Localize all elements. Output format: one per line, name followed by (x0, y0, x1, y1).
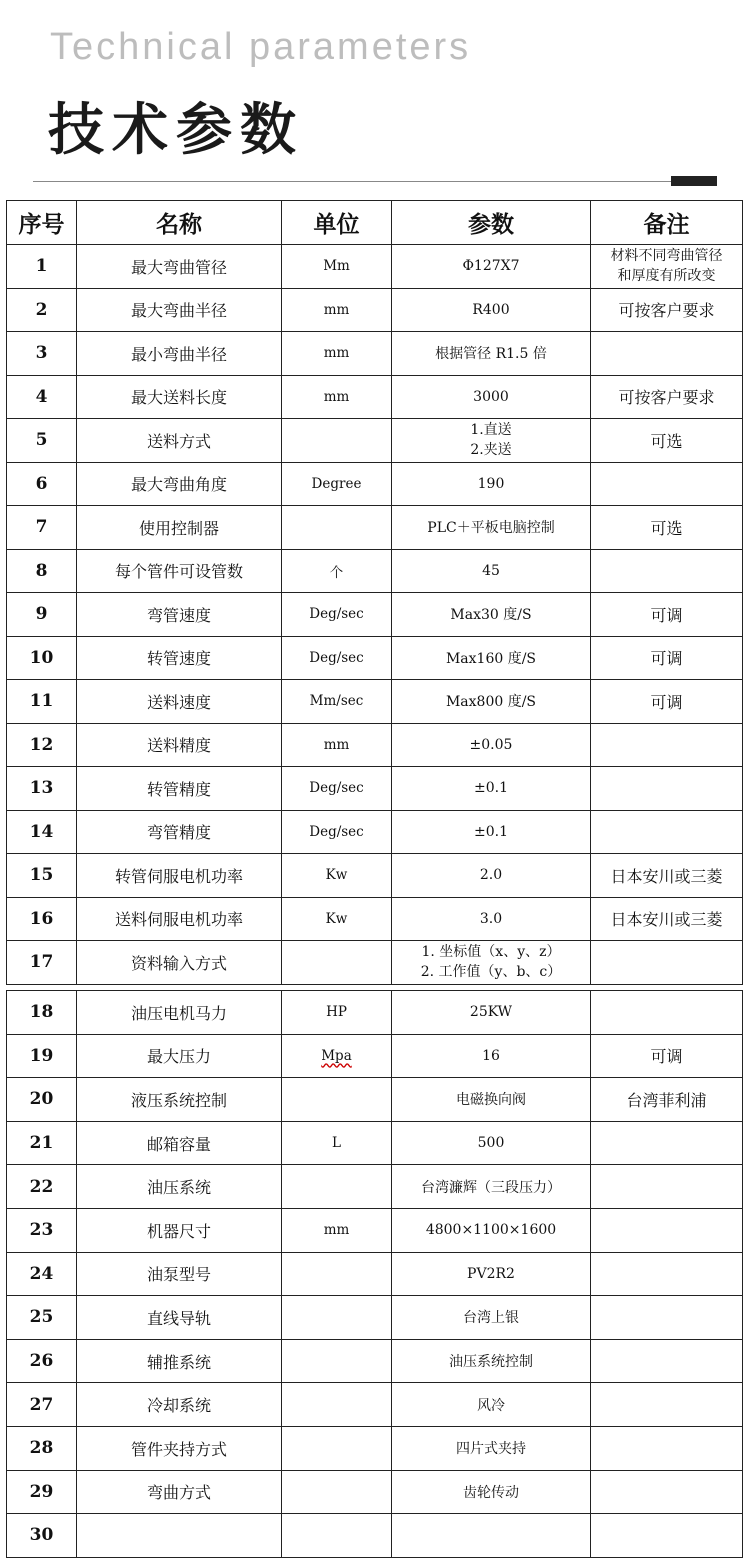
table-row (7, 897, 743, 941)
cell-unit: Mm (282, 245, 392, 289)
cell-param: ±0.1 (392, 767, 591, 811)
table-row (7, 767, 743, 811)
cell-unit: Mpa (282, 1034, 392, 1078)
cell-no: 17 (7, 941, 77, 985)
header-param: 参数 (392, 201, 591, 245)
cell-name: 送料速度 (77, 680, 282, 724)
cell-no: 22 (7, 1165, 77, 1209)
table-row (7, 1165, 743, 1209)
cell-param: R400 (392, 288, 591, 332)
cell-no: 19 (7, 1034, 77, 1078)
cell-no: 26 (7, 1339, 77, 1383)
cell-param: 500 (392, 1121, 591, 1165)
cell-name: 最大弯曲半径 (77, 288, 282, 332)
cell-note: 可调 (591, 1034, 743, 1078)
cell-name: 最大压力 (77, 1034, 282, 1078)
cell-no: 12 (7, 723, 77, 767)
cell-name: 管件夹持方式 (77, 1426, 282, 1470)
header-unit: 单位 (282, 201, 392, 245)
cell-name: 转管伺服电机功率 (77, 854, 282, 898)
cell-param: 台湾濂辉（三段压力） (392, 1165, 591, 1209)
header-note: 备注 (591, 201, 743, 245)
table-row (7, 991, 743, 1035)
cell-note: 可选 (591, 506, 743, 550)
cell-param-line: 1.直送 (470, 422, 512, 439)
cell-note: 可调 (591, 680, 743, 724)
cell-no: 25 (7, 1296, 77, 1340)
cell-note (591, 1383, 743, 1427)
spec-table-bottom (6, 990, 743, 1558)
table-row (7, 1296, 743, 1340)
cell-no: 4 (7, 375, 77, 419)
cell-unit: Deg/sec (282, 810, 392, 854)
table-row (7, 1470, 743, 1514)
cell-no: 1 (7, 245, 77, 289)
cell-note (591, 810, 743, 854)
cell-name: 油泵型号 (77, 1252, 282, 1296)
cell-note: 可按客户要求 (591, 375, 743, 419)
cell-name: 弯管精度 (77, 810, 282, 854)
table-row (7, 636, 743, 680)
table-row (7, 462, 743, 506)
cell-param: Max30 度/S (392, 593, 591, 637)
cell-no: 8 (7, 549, 77, 593)
cell-unit: L (282, 1121, 392, 1165)
table-row (7, 1121, 743, 1165)
cell-note (591, 332, 743, 376)
cell-name: 油压系统 (77, 1165, 282, 1209)
cell-no: 24 (7, 1252, 77, 1296)
cell-note (591, 245, 743, 289)
cell-param: 45 (392, 549, 591, 593)
cell-unit (282, 1078, 392, 1122)
table-row (7, 1514, 743, 1558)
cell-note (591, 1165, 743, 1209)
cell-no: 3 (7, 332, 77, 376)
cell-note: 可调 (591, 593, 743, 637)
table-row (7, 332, 743, 376)
cell-note-line: 和厚度有所改变 (617, 268, 716, 285)
cell-param: Max800 度/S (392, 680, 591, 724)
header-no: 序号 (7, 201, 77, 245)
cell-no: 15 (7, 854, 77, 898)
cell-no: 21 (7, 1121, 77, 1165)
cell-name: 弯曲方式 (77, 1470, 282, 1514)
table-row (7, 506, 743, 550)
cell-unit (282, 1383, 392, 1427)
table-row (7, 1252, 743, 1296)
cell-note (591, 1296, 743, 1340)
cell-param (392, 419, 591, 463)
heading-english: Technical parameters (50, 26, 472, 68)
cell-note: 可调 (591, 636, 743, 680)
cell-unit (282, 506, 392, 550)
cell-param: 25KW (392, 991, 591, 1035)
cell-unit (282, 419, 392, 463)
cell-unit: mm (282, 288, 392, 332)
table-row (7, 1208, 743, 1252)
cell-param-line: 2.夹送 (470, 442, 512, 459)
cell-note (591, 462, 743, 506)
cell-unit: Deg/sec (282, 593, 392, 637)
cell-unit: Mm/sec (282, 680, 392, 724)
cell-param: 2.0 (392, 854, 591, 898)
cell-name: 辅推系统 (77, 1339, 282, 1383)
table-row (7, 1078, 743, 1122)
cell-param (392, 1514, 591, 1558)
table-row (7, 810, 743, 854)
cell-param: 风冷 (392, 1383, 591, 1427)
cell-note (591, 1121, 743, 1165)
table-row (7, 419, 743, 463)
cell-name: 邮箱容量 (77, 1121, 282, 1165)
cell-no: 20 (7, 1078, 77, 1122)
table-row (7, 723, 743, 767)
cell-no: 30 (7, 1514, 77, 1558)
cell-param: PV2R2 (392, 1252, 591, 1296)
cell-no: 5 (7, 419, 77, 463)
cell-unit: mm (282, 723, 392, 767)
cell-name: 资料输入方式 (77, 941, 282, 985)
cell-name: 液压系统控制 (77, 1078, 282, 1122)
cell-param: Max160 度/S (392, 636, 591, 680)
table-row (7, 593, 743, 637)
table-row (7, 941, 743, 985)
cell-param: 油压系统控制 (392, 1339, 591, 1383)
cell-note (591, 1470, 743, 1514)
cell-note (591, 941, 743, 985)
cell-param: 3000 (392, 375, 591, 419)
cell-note: 日本安川或三菱 (591, 897, 743, 941)
cell-note-line: 材料不同弯曲管径 (610, 248, 723, 265)
cell-no: 9 (7, 593, 77, 637)
cell-name: 冷却系统 (77, 1383, 282, 1427)
cell-unit (282, 1514, 392, 1558)
cell-note: 可按客户要求 (591, 288, 743, 332)
cell-param: 四片式夹持 (392, 1426, 591, 1470)
cell-param: Φ127X7 (392, 245, 591, 289)
cell-name: 直线导轨 (77, 1296, 282, 1340)
cell-param-line: 1. 坐标值（x、y、z） (421, 944, 561, 961)
cell-note: 日本安川或三菱 (591, 854, 743, 898)
cell-param: 电磁换向阀 (392, 1078, 591, 1122)
cell-note (591, 1252, 743, 1296)
cell-param-line: 2. 工作值（y、b、c） (420, 964, 562, 981)
cell-param (392, 941, 591, 985)
cell-unit (282, 1296, 392, 1340)
cell-name: 最大弯曲角度 (77, 462, 282, 506)
heading-chinese: 技术参数 (48, 98, 304, 163)
table-row (7, 854, 743, 898)
cell-unit: mm (282, 332, 392, 376)
cell-no: 14 (7, 810, 77, 854)
cell-name: 转管速度 (77, 636, 282, 680)
cell-param: 根据管径 R1.5 倍 (392, 332, 591, 376)
cell-param: 190 (392, 462, 591, 506)
cell-unit: Degree (282, 462, 392, 506)
cell-name: 机器尺寸 (77, 1208, 282, 1252)
cell-name: 最大弯曲管径 (77, 245, 282, 289)
table-row (7, 549, 743, 593)
table-body-top (7, 245, 743, 985)
cell-note (591, 1426, 743, 1470)
cell-name: 使用控制器 (77, 506, 282, 550)
cell-no: 7 (7, 506, 77, 550)
cell-note: 台湾菲利浦 (591, 1078, 743, 1122)
cell-name: 最大送料长度 (77, 375, 282, 419)
cell-note (591, 1208, 743, 1252)
table-row (7, 1339, 743, 1383)
table-row (7, 1383, 743, 1427)
cell-param: ±0.05 (392, 723, 591, 767)
cell-unit (282, 1426, 392, 1470)
cell-no: 6 (7, 462, 77, 506)
cell-note (591, 767, 743, 811)
cell-note (591, 1339, 743, 1383)
cell-unit (282, 1252, 392, 1296)
cell-unit: mm (282, 1208, 392, 1252)
cell-no: 2 (7, 288, 77, 332)
cell-param: 3.0 (392, 897, 591, 941)
cell-no: 18 (7, 991, 77, 1035)
cell-name: 送料方式 (77, 419, 282, 463)
cell-no: 28 (7, 1426, 77, 1470)
cell-note: 可选 (591, 419, 743, 463)
cell-note (591, 991, 743, 1035)
table-row (7, 245, 743, 289)
cell-param: 台湾上银 (392, 1296, 591, 1340)
cell-name: 油压电机马力 (77, 991, 282, 1035)
cell-unit: mm (282, 375, 392, 419)
table-row (7, 1426, 743, 1470)
cell-no: 16 (7, 897, 77, 941)
cell-note (591, 723, 743, 767)
cell-note (591, 1514, 743, 1558)
header-name: 名称 (77, 201, 282, 245)
cell-unit: Deg/sec (282, 767, 392, 811)
cell-name: 转管精度 (77, 767, 282, 811)
cell-unit (282, 1339, 392, 1383)
cell-param: ±0.1 (392, 810, 591, 854)
cell-no: 29 (7, 1470, 77, 1514)
cell-unit: HP (282, 991, 392, 1035)
cell-name: 每个管件可设管数 (77, 549, 282, 593)
cell-name: 送料伺服电机功率 (77, 897, 282, 941)
cell-unit: Kw (282, 897, 392, 941)
cell-unit: Deg/sec (282, 636, 392, 680)
cell-no: 27 (7, 1383, 77, 1427)
spec-table-top (6, 200, 743, 985)
cell-no: 13 (7, 767, 77, 811)
cell-no: 23 (7, 1208, 77, 1252)
cell-param: 齿轮传动 (392, 1470, 591, 1514)
divider-accent (671, 176, 717, 186)
cell-no: 10 (7, 636, 77, 680)
table-body-bottom (7, 991, 743, 1558)
cell-unit: 个 (282, 549, 392, 593)
cell-no: 11 (7, 680, 77, 724)
cell-param: 4800×1100×1600 (392, 1208, 591, 1252)
cell-param: 16 (392, 1034, 591, 1078)
table-row (7, 288, 743, 332)
cell-unit (282, 1165, 392, 1209)
cell-name (77, 1514, 282, 1558)
cell-unit (282, 1470, 392, 1514)
cell-unit: Kw (282, 854, 392, 898)
table-row (7, 680, 743, 724)
table-row (7, 1034, 743, 1078)
divider-line (33, 181, 717, 182)
cell-note (591, 549, 743, 593)
table-header-row (7, 201, 743, 245)
table-row (7, 375, 743, 419)
cell-unit (282, 941, 392, 985)
cell-name: 送料精度 (77, 723, 282, 767)
cell-name: 最小弯曲半径 (77, 332, 282, 376)
cell-param: PLC＋平板电脑控制 (392, 506, 591, 550)
cell-name: 弯管速度 (77, 593, 282, 637)
